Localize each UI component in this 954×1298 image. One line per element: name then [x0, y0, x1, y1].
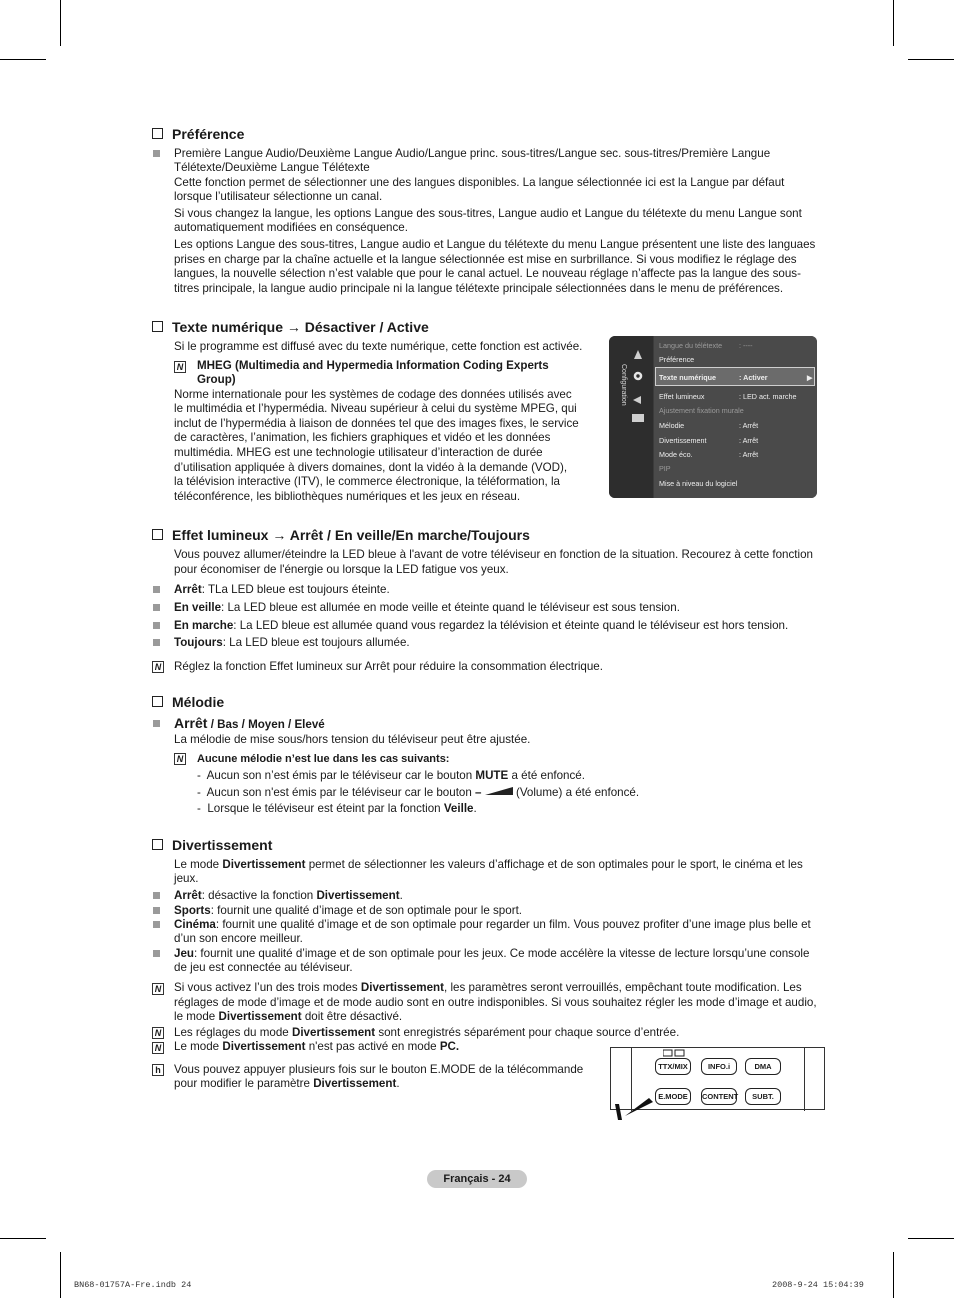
bullet-marker: [153, 639, 160, 646]
menu-row-selected[interactable]: Texte numérique : Activer ▶: [659, 373, 813, 382]
text-line: Cette fonction permet de sélectionner une des langues disponibles. La langue sélectionnée ici est la Langue par défaut: [174, 176, 785, 189]
text-line: d’un son encore meilleur.: [174, 932, 303, 945]
text-line: jeux.: [174, 872, 199, 885]
text-line: titres principale, la langue audio principale ni la langue télétexte principale sélectionnées dans le menu de préférences.: [174, 282, 784, 295]
menu-row[interactable]: Préférence: [659, 355, 695, 364]
print-file-info: BN68-01757A-Fre.indb 24: [74, 1280, 192, 1290]
text-line: En veille: La LED bleue est allumée en mode veille et éteinte quand le téléviseur est sous tension.: [174, 601, 680, 614]
menu-row[interactable]: PIP: [659, 464, 671, 473]
menu-row[interactable]: Mode éco. : Arrêt: [659, 450, 759, 459]
bullet-marker: [153, 622, 160, 629]
bullet-marker: [153, 720, 160, 727]
tv-setup-menu: [609, 336, 817, 498]
text-line: Group): [197, 373, 236, 386]
text-line: Première Langue Audio/Deuxième Langue Audio/Langue princ. sous-titres/Langue sec. sous-titres/Première Langue: [174, 147, 771, 160]
menu-row[interactable]: Divertissement : Arrêt: [659, 436, 759, 445]
text-line: le mode Divertissement doit être désactivé.: [174, 1010, 403, 1023]
text-line: langues, la nouvelle sélection n’est valable que pour le canal actuel. Le nouveau réglage n’affecte pas la langue des sous-: [174, 267, 801, 280]
application-icon: [631, 412, 645, 424]
text-line: MHEG (Multimedia and Hypermedia Information Coding Experts: [197, 359, 549, 372]
ttx-mix-button[interactable]: TTX/MIX: [655, 1058, 691, 1075]
menu-row[interactable]: Ajustement fixation murale: [659, 406, 744, 415]
text-line: inclut de l’hypermédia à liaison de données tel que des images fixes, le service: [174, 417, 579, 430]
print-date-info: 2008-9-24 15:04:39: [772, 1280, 864, 1290]
text-line: Toujours: La LED bleue est toujours allumée.: [174, 636, 410, 649]
dash-item: - Aucun son n'est émis par le téléviseur car le bouton – (Volume) a été enfoncé.: [197, 786, 640, 799]
text-line: Vous pouvez appuyer plusieurs fois sur le bouton E.MODE de la télécommande: [174, 1063, 584, 1076]
note-icon: N: [174, 361, 186, 373]
text-line: Cinéma: fournit une qualité d’image et de son optimale pour regarder un film. Vous pouvez profiter d’une image plus belle et: [174, 918, 811, 931]
volume-icon: [485, 787, 513, 796]
text-line: multimédia. MHEG est une technologie utilisateur d’interaction de durée: [174, 446, 543, 459]
text-line: Réglez la fonction Effet lumineux sur Arrêt pour réduire la consommation électrique.: [174, 660, 603, 673]
text-line: réglages de mode d’image et de mode audio sont en outre indisponibles. Si vous souhaitez régler les mode d’image et audio,: [174, 996, 817, 1009]
text-line: Norme internationale pour les systèmes de codage des données utilisés avec: [174, 388, 572, 401]
picture-icon: [631, 348, 645, 360]
text-line: Le mode Divertissement permet de sélectionner les valeurs d’affichage et de son optimales pour le sport, le cinéma et les: [174, 858, 803, 871]
tip-icon: h: [152, 1064, 164, 1076]
subt-button[interactable]: SUBT.: [745, 1088, 781, 1105]
text-line: lorsque l’utilisateur sélectionne un canal.: [174, 190, 383, 203]
note-icon: N: [152, 661, 164, 673]
text-line: de caractères, l’animation, les fichiers graphiques et vidéo et les données: [174, 431, 551, 444]
text-line: pour économiser de l'énergie ou lorsque la LED fatigue vos yeux.: [174, 563, 509, 576]
dma-button[interactable]: DMA: [745, 1058, 781, 1075]
text-line: En marche: La LED bleue est allumée quand vous regardez la télévision et éteinte quand le téléviseur est hors tension.: [174, 619, 789, 632]
text-line: de jeu est connectée au téléviseur.: [174, 961, 353, 974]
menu-row[interactable]: Langue du télétexte : ----: [659, 341, 753, 350]
text-line: Les réglages du mode Divertissement sont enregistrés séparément pour chaque source d’entrée.: [174, 1026, 680, 1039]
menu-list: [654, 336, 817, 498]
note-icon: N: [152, 1027, 164, 1039]
menu-side-label: Configuration: [620, 364, 627, 406]
text-line: Arrêt / Bas / Moyen / Elevé: [174, 715, 325, 731]
text-line: pour modifier le paramètre Divertissement.: [174, 1077, 400, 1090]
menu-row[interactable]: Mise à niveau du logiciel: [659, 479, 738, 488]
gear-icon: [631, 370, 645, 382]
text-line: Arrêt: TLa LED bleue est toujours éteinte.: [174, 583, 390, 596]
arrow-right-icon: ▶: [807, 373, 813, 382]
note-icon: N: [152, 1042, 164, 1054]
text-line: téléconférence, les bibliothèques numériques et les jeux en réseau.: [174, 490, 521, 503]
bullet-marker: [153, 586, 160, 593]
dash-item: - Aucun son n’est émis par le téléviseur car le bouton MUTE a été enfoncé.: [197, 769, 585, 782]
content-button[interactable]: CONTENT: [701, 1088, 737, 1105]
heading-light-effect: Effet lumineux → Arrêt / En veille/En marche/Toujours: [152, 527, 530, 543]
text-line: Le mode Divertissement n'est pas activé en mode PC.: [174, 1040, 460, 1053]
info-button[interactable]: INFO.i: [701, 1058, 737, 1075]
remote-illustration: [610, 1047, 825, 1110]
teletext-icon: [663, 1049, 685, 1057]
menu-sidebar: [609, 336, 653, 498]
menu-row[interactable]: Effet lumineux : LED act. marche: [659, 392, 797, 401]
note-icon: N: [174, 753, 186, 765]
e-mode-button[interactable]: E.MODE: [655, 1088, 691, 1105]
text-line: Vous pouvez allumer/éteindre la LED bleue à l'avant de votre téléviseur en fonction de la situation. Recourez à cette fonction: [174, 548, 813, 561]
text-line: Les options Langue des sous-titres, Langue audio et Langue du télétexte du menu Langue présentent une liste des languaes: [174, 238, 816, 251]
page-number: Français - 24: [427, 1170, 527, 1188]
heading-entertainment: Divertissement: [152, 837, 272, 853]
heading-preference: Préférence: [152, 126, 244, 142]
text-line: d’utilisation appliquée à divers domaines, dont la vidéo à la demande (VOD),: [174, 461, 568, 474]
text-line: La mélodie de mise sous/hors tension du téléviseur peut être ajustée.: [174, 733, 531, 746]
text-line: Jeu: fournit une qualité d’image et de son optimale pour les jeux. Ce mode accélère la vitesse de lecture lorsqu’une console: [174, 947, 810, 960]
bullet-marker: [153, 892, 160, 899]
input-icon: [631, 394, 645, 406]
text-line: Sports: fournit une qualité d’image et de son optimale pour le sport.: [174, 904, 523, 917]
bullet-marker: [153, 907, 160, 914]
text-line: Arrêt: désactive la fonction Divertissement.: [174, 889, 403, 902]
text-line: prises en charge par la chaîne actuelle et la langue sélectionnée est mise en surbrillance. Si vous modifiez le réglage des: [174, 253, 797, 266]
bullet-marker: [153, 150, 160, 157]
text-line: automatiquement modifiées en conséquence.: [174, 221, 408, 234]
text-line: Télétexte/Deuxième Langue Télétexte: [174, 161, 370, 174]
bullet-marker: [153, 604, 160, 611]
pointer-arrow-icon: [613, 1090, 657, 1120]
text-line: la télévision interactive (ITV), le commerce électronique, la téléformation, la: [174, 475, 560, 488]
text-line: Aucune mélodie n’est lue dans les cas suivants:: [197, 753, 450, 765]
menu-row[interactable]: Mélodie : Arrêt: [659, 421, 759, 430]
bullet-marker: [153, 950, 160, 957]
text-line: le multimédia et l’hypermédia. Niveau supérieur à celui du système MPEG, qui: [174, 402, 577, 415]
text-line: Si vous changez la langue, les options Langue des sous-titres, Langue audio et Langue du télétexte du menu Langue sont: [174, 207, 802, 220]
dash-item: - Lorsque le téléviseur est éteint par la fonction Veille.: [197, 802, 477, 815]
bullet-marker: [153, 921, 160, 928]
note-icon: N: [152, 983, 164, 995]
heading-digital-text: Texte numérique → Désactiver / Active: [152, 319, 429, 335]
text-line: Si le programme est diffusé avec du texte numérique, cette fonction est activée.: [174, 340, 583, 353]
text-line: Si vous activez l’un des trois modes Divertissement, les paramètres seront verrouillés, empêchant toute modification. Les: [174, 981, 802, 994]
heading-melody: Mélodie: [152, 694, 224, 710]
